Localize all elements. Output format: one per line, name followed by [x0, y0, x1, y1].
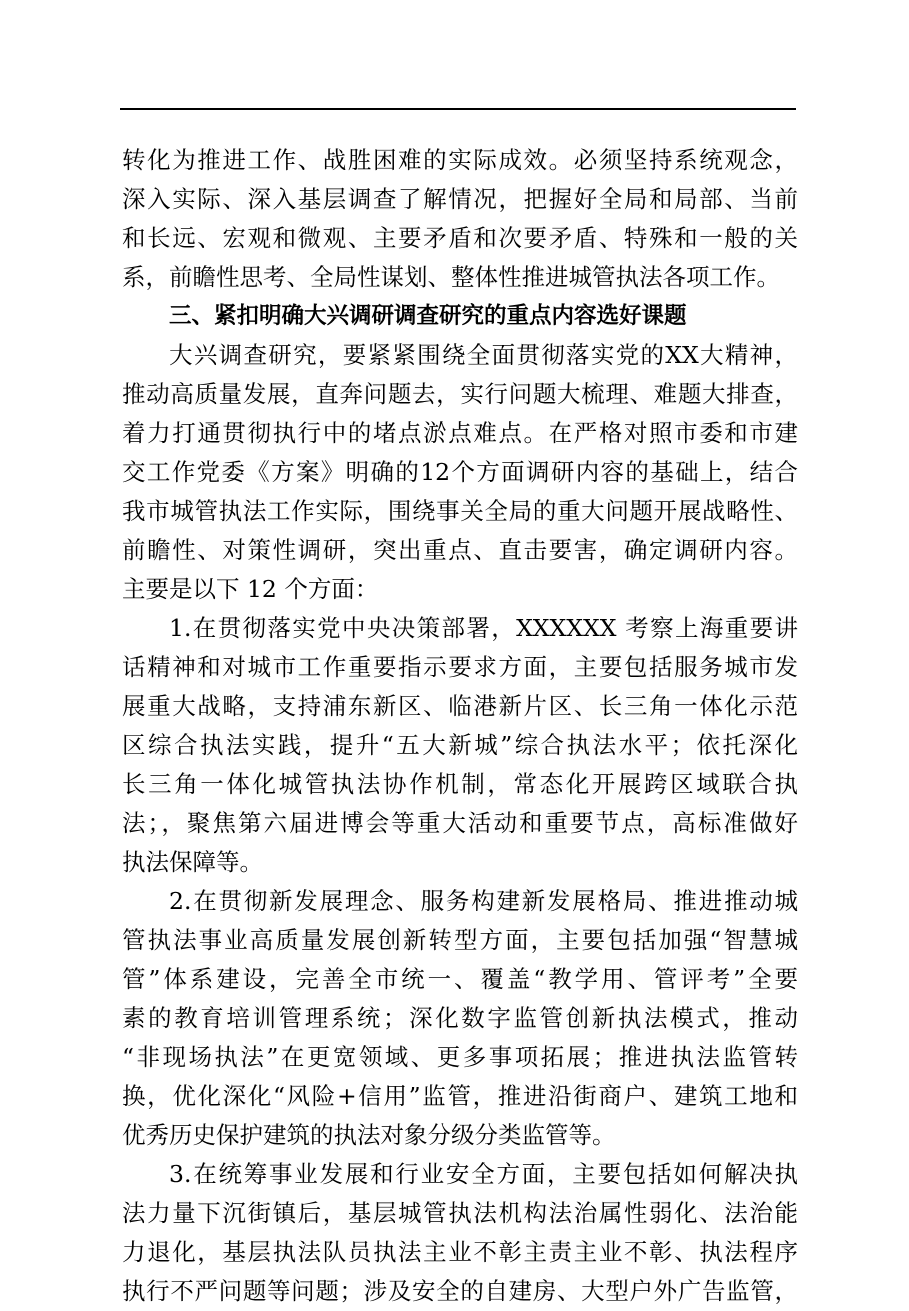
paragraph-line: 执法保障等。	[122, 848, 263, 876]
paragraph-line: 3.在统筹事业发展和行业安全方面，主要包括如何解决执	[169, 1160, 798, 1188]
paragraph-line: 交工作党委《方案》明确的12个方面调研内容的基础上，结合	[122, 458, 798, 486]
paragraph-line: 大兴调查研究，要紧紧围绕全面贯彻落实党的XX大精神，	[169, 341, 798, 369]
paragraph-line: 执行不严问题等问题；涉及安全的自建房、大型户外广告监管，	[122, 1277, 798, 1305]
paragraph-line: 优秀历史保护建筑的执法对象分级分类监管等。	[122, 1121, 616, 1149]
paragraph-line: 2.在贯彻新发展理念、服务构建新发展格局、推进推动城	[169, 887, 798, 915]
paragraph-line: 长三角一体化城管执法协作机制，常态化开展跨区域联合执	[122, 770, 798, 798]
paragraph-line: 管”体系建设，完善全市统一、覆盖“教学用、管评考”全要	[122, 965, 798, 993]
paragraph-line: 深入实际、深入基层调查了解情况，把握好全局和局部、当前	[122, 185, 798, 213]
paragraph-line: 区综合执法实践，提升“五大新城”综合执法水平；依托深化	[122, 731, 798, 759]
paragraph-line: 和长远、宏观和微观、主要矛盾和次要矛盾、特殊和一般的关	[122, 224, 798, 252]
paragraph-line: 法；，聚焦第六届进博会等重大活动和重要节点，高标准做好	[122, 809, 798, 837]
paragraph-line: 换，优化深化“风险+信用”监管，推进沿街商户、建筑工地和	[122, 1082, 798, 1110]
paragraph-line: 展重大战略，支持浦东新区、临港新片区、长三角一体化示范	[122, 692, 798, 720]
paragraph-line: 力退化，基层执法队员执法主业不彰主责主业不彰、执法程序	[122, 1238, 798, 1266]
paragraph-line: 我市城管执法工作实际，围绕事关全局的重大问题开展战略性、	[122, 497, 798, 525]
paragraph-line: 系，前瞻性思考、全局性谋划、整体性推进城管执法各项工作。	[122, 263, 780, 291]
paragraph-line: “非现场执法”在更宽领域、更多事项拓展；推进执法监管转	[122, 1043, 798, 1071]
paragraph-line: 管执法事业高质量发展创新转型方面，主要包括加强“智慧城	[122, 926, 798, 954]
paragraph-line: 转化为推进工作、战胜困难的实际成效。必须坚持系统观念，	[122, 146, 798, 174]
paragraph-line: 前瞻性、对策性调研，突出重点、直击要害，确定调研内容。	[122, 536, 798, 564]
paragraph-line: 素的教育培训管理系统；深化数字监管创新执法模式，推动	[122, 1004, 798, 1032]
paragraph-line: 着力打通贯彻执行中的堵点淤点难点。在严格对照市委和市建	[122, 419, 798, 447]
paragraph-line: 推动高质量发展，直奔问题去，实行问题大梳理、难题大排查，	[122, 380, 798, 408]
document-body	[122, 141, 798, 1311]
header-rule	[120, 108, 796, 110]
section-heading: 三、紧扣明确大兴调研调查研究的重点内容选好课题	[169, 303, 687, 329]
paragraph-line: 话精神和对城市工作重要指示要求方面，主要包括服务城市发	[122, 653, 798, 681]
paragraph-line: 1.在贯彻落实党中央决策部署，XXXXXX 考察上海重要讲	[169, 614, 798, 642]
paragraph-line: 主要是以下 12 个方面：	[122, 575, 379, 603]
paragraph-line: 法力量下沉街镇后，基层城管执法机构法治属性弱化、法治能	[122, 1199, 798, 1227]
